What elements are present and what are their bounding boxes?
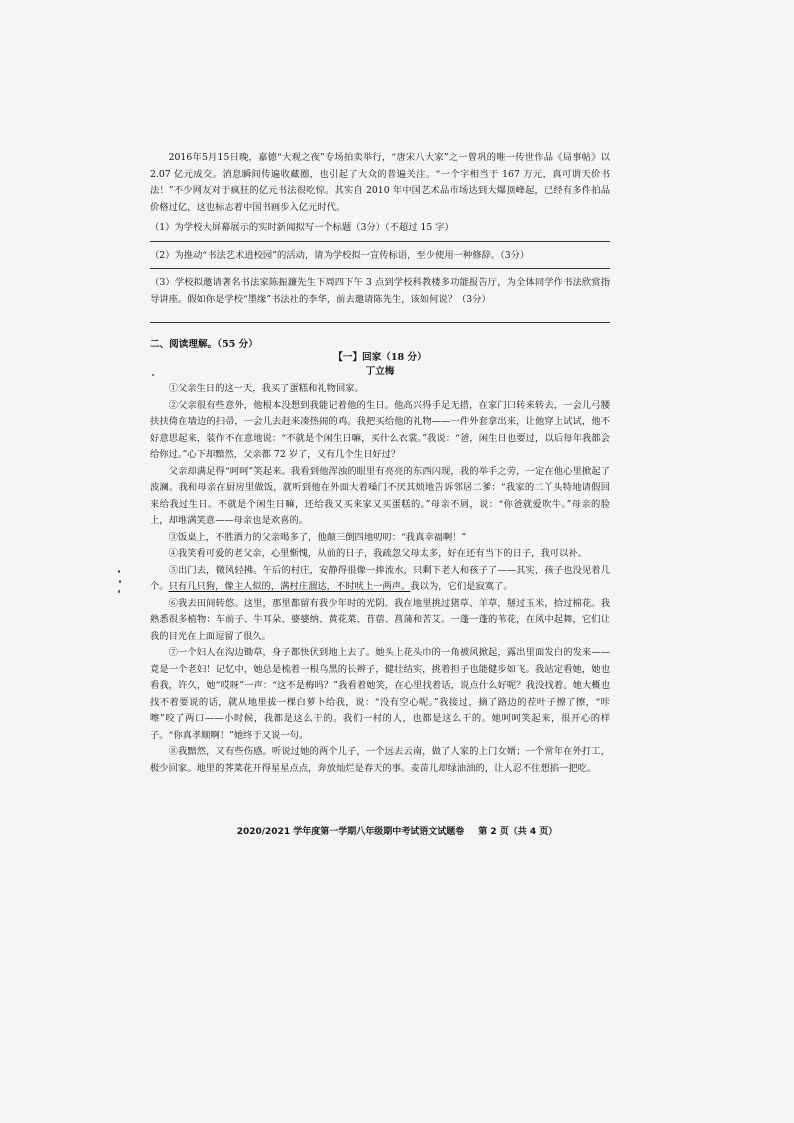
story-paragraph-5-end: 我以为，它们是寂寞了。 <box>410 581 513 592</box>
scan-speck <box>118 590 120 593</box>
scan-speck <box>118 570 120 573</box>
scan-speck <box>119 580 121 583</box>
question-1: （1）为学校大屏幕展示的实时新闻拟写一个标题（3分）（不超过 15 字） <box>150 222 454 233</box>
story-paragraph-1: ①父亲生日的这一天，我买了蛋糕和礼物回家。 <box>168 383 364 394</box>
news-passage: 2016年5月15日晚，嘉德“大观之夜”专场拍卖举行，“唐宋八大家”之一曾巩的唯一传世作品《局事帖》以 2.07 亿元成交。消息瞬间传遍收藏圈，也引起了大众的普遍关注。“一个字相当于 167 万元，真可谓天价书法！”不少网友对于疯狂的亿元书法很吃惊。其实自 2010 年中国艺术品市场达到大爆顶峰起，已经有多件拍品价格过亿，这也标志着中国书画步入亿元时代。 <box>150 152 610 213</box>
answer-line-1 <box>150 241 610 242</box>
story-paragraph-2b: 父亲却满足得“呵呵”笑起来。我看到他浑浊的眼里有亮亮的东西闪现，我的举手之劳，一定在他心里掀起了波澜。我和母亲在厨房里做饭，就听到他在外面大着嗓门不厌其烦地告诉邻居二爹：“我家的二丫头特地请假回来给我过生日。不就是个闲生日嘛，还给我又买来家又买蛋糕的。”母亲不屑，说：“你爸就爱吹牛。”母亲的脸上，却堆满笑意——母亲也是欢喜的。 <box>150 465 610 526</box>
story-title: 【一】回家（18 分） <box>333 352 427 363</box>
story-paragraph-5-start: ⑤出门去，微风轻拂。午后的村庄，安静得很像一捧流水，只剩下老人和孩子了——其实，孩子也没见着几个。 <box>150 564 610 592</box>
underlined-sentence: 只有几只狗，像主人似的，满村庄溜达，不时吠上一两声。 <box>168 581 411 592</box>
page-number: 第 2 页（共 4 页） <box>478 827 558 837</box>
story-paragraph-8: ⑧我黯然，又有些伤感。听说过她的两个儿子，一个远去云南，做了人家的上门女婿；一个常年在外打工，极少回家。地里的荠菜花开得星星点点，奔放灿烂是春天的事。麦苗儿却绿油油的，让人忍不住想掐一把吃。 <box>150 746 610 774</box>
story-paragraph-6: ⑥我去田间转悠。这里，那里都留有我少年时的光阴。我在地里挑过猪草、羊草，掰过玉米，拾过棉花。我熟悉很多植物：车前子、牛耳朵、婆婆纳、黄花菜、苜蓿、菖蒲和苦艾。一蓬一蓬的苇花，在风中起舞，它们让我的目光在上面逗留了很久。 <box>150 597 610 642</box>
answer-line-2 <box>150 268 610 269</box>
question-2: （2）为推动“书法艺术进校园”的活动，请为学校拟一宣传标语，至少使用一种修辞。（3分） <box>150 249 530 261</box>
page-content <box>150 150 610 777</box>
story-paragraph-3: ③饭桌上，不胜酒力的父亲喝多了，他颠三倒四地叨叨：“我真幸福啊！” <box>168 531 467 543</box>
section-heading: 二、阅读理解。（55 分） <box>150 339 258 350</box>
scan-speck <box>152 374 154 376</box>
question-3: （3）学校拟邀请著名书法家陈振濂先生下周四下午 3 点到学校科教楼多功能报告厅，为全体同学作书法欣赏指导讲座。假如你是学校“墨缘”书法社的李华，前去邀请陈先生，该如何说？（3分） <box>150 277 610 305</box>
page-footer <box>0 824 794 837</box>
story-author: 丁立梅 <box>365 366 395 377</box>
story-paragraph-2: ②父亲很有些意外，他根本没想到我能记着他的生日。他高兴得手足无措，在家门口转来转去，一会儿弓腰扶扶倚在墙边的扫帚，一会儿去赶来凑热闹的鸡。我把买给他的礼物——一件外套拿出来，让他穿上试试，他不好意思起来，装作不在意地说：“不就是个闲生日嘛，买什么衣裳。”我说：“爸，闲生日也要过，以后每年我都会给你过。”心下却黯然，父亲都 72 岁了，又有几个生日好过？ <box>150 399 610 460</box>
exam-title: 2020/2021 学年度第一学期八年级期中考试语文试题卷 <box>236 827 465 837</box>
story-paragraph-7: ⑦一个妇人在沟边锄草，身子都快伏到地上去了。她头上花头巾的一角被风掀起，露出里面发白的发来——竟是一个老妇！记忆中，她总是梳着一根乌黑的长辫子，健壮结实，挑着担子也能健步如飞。我站定看她，她也看我，许久，她“哎呀”一声：“这不是梅吗？”我看着她笑，在心里找着话，说点什么好呢？我没找着。她大概也找不着要说的话，就从地里拔一棵白萝卜给我，说：“没有空心呢。”我接过，摘了路边的茬叶子擦了擦，“咔嚓”咬了两口——小时候，我都是这么干的。我们一村的人，也都是这么干的。她呵呵笑起来，很开心的样子。“你真孝顺啊！”她终于又说一句。 <box>150 647 610 741</box>
answer-line-3 <box>150 322 610 323</box>
story-paragraph-5 <box>150 563 610 596</box>
story-paragraph-4: ④我笑看可爱的老父亲，心里惭愧，从前的日子，我疏忽父母太多，好在还有当下的日子，我可以补。 <box>168 548 587 559</box>
